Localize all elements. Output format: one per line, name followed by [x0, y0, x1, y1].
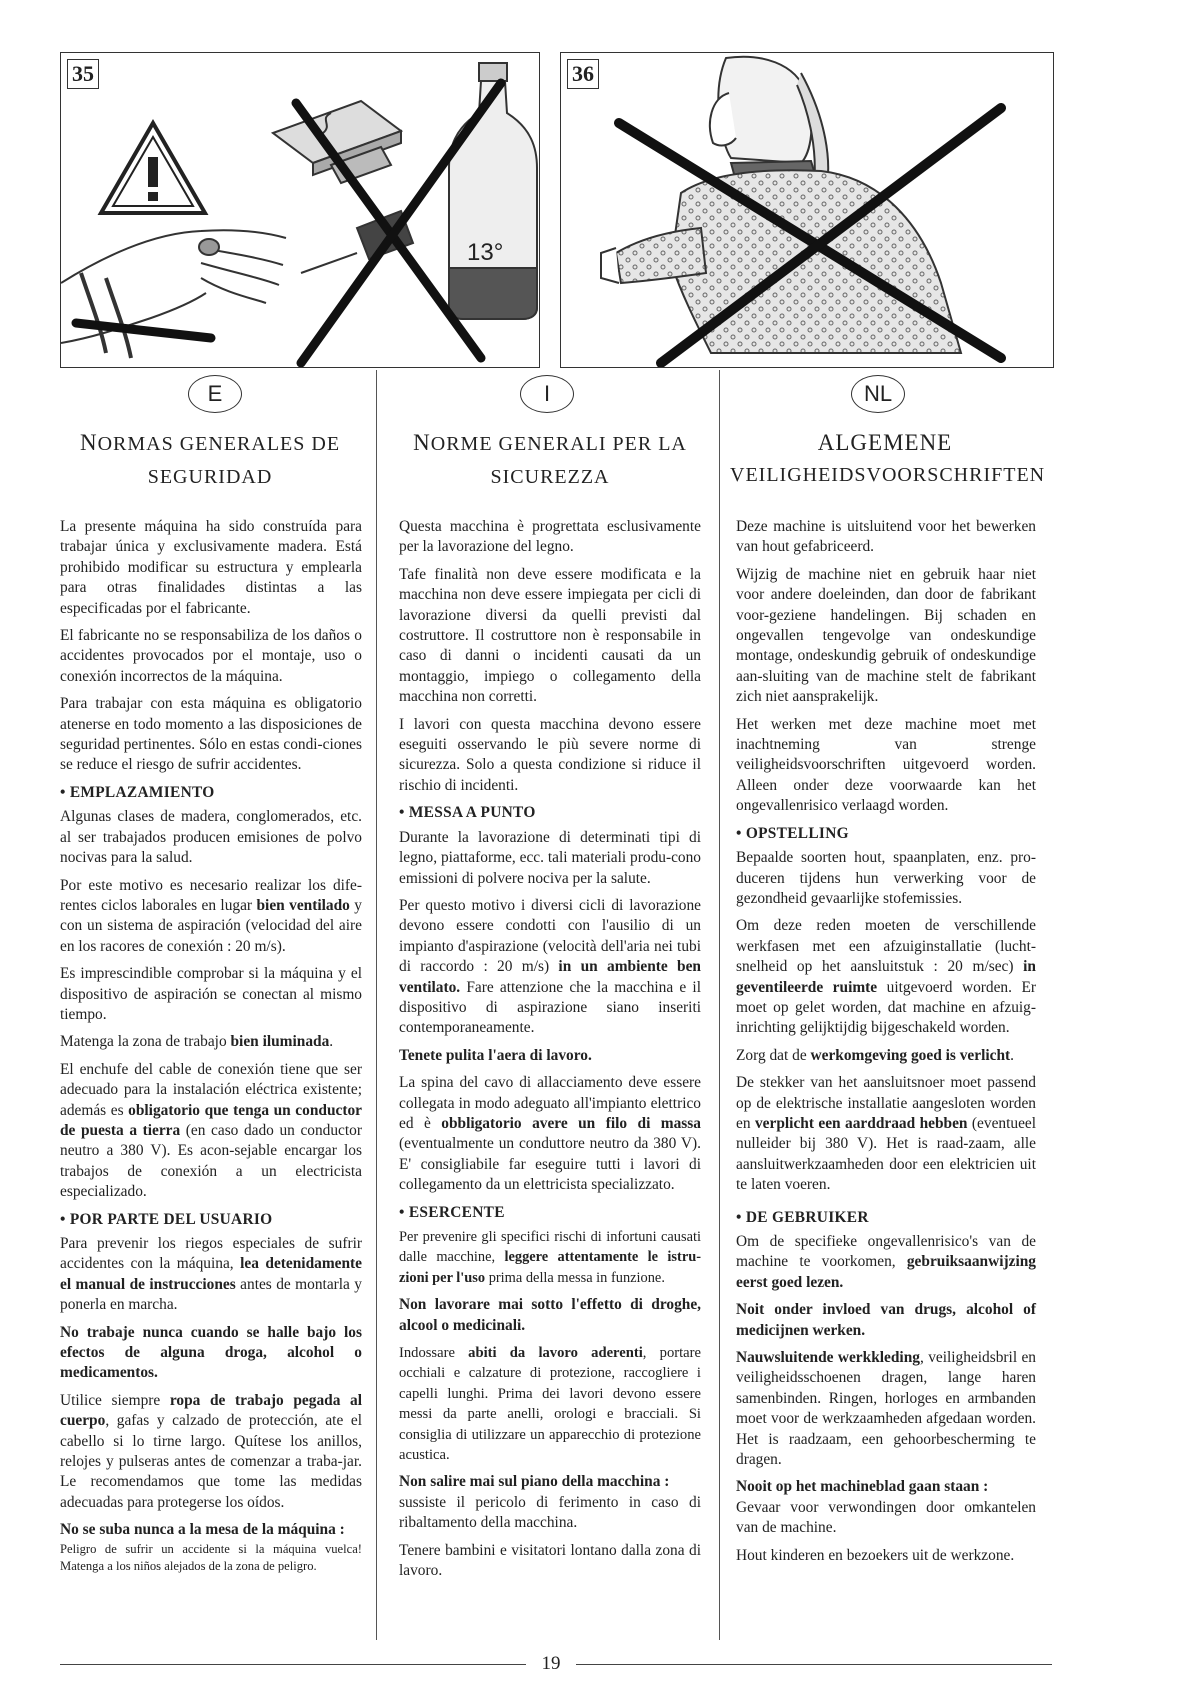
paragraph: Nooit op het machineblad gaan staan : [736, 1478, 989, 1496]
paragraph: El fabricante no se responsabiliza de los daños o accidentes provocados por el montaje, uso o conexión incorrectos de la máquina. [60, 627, 362, 685]
column-dutch [736, 517, 1036, 1573]
paragraph: Hout kinderen en bezoekers uit de werkzone. [736, 1546, 1015, 1564]
title-italian-line2: SICUREZZA [490, 466, 610, 488]
paragraph: Durante la lavorazione di determinati tipi di legno, piattaforme, ecc. tali materiali produ-cono emissioni di polvere nociva per la salute. [399, 828, 701, 887]
paragraph: El enchufe del cable de conexión tiene que ser adecuado para la instalación eléctrica existente; además es obligatorio que tenga un conductor de puesta a tierra (en caso dado un conductor neutro a 380 V). Es acon-sejable encargar los trabajos de conexión a un electricista especializado. [60, 1060, 362, 1201]
title-italian-initial: N [413, 430, 431, 455]
column-spanish [60, 517, 362, 1582]
title-dutch-line1: ALGEMENE [817, 430, 953, 455]
paragraph: Para prevenir los riegos especiales de sufrir accidentes con la máquina, lea detenidamente el manual de instrucciones antes de montarla y ponerla en marcha. [60, 1235, 362, 1314]
paragraph: Per prevenire gli specifici rischi di infortuni causati dalle macchine, leggere attentamente le istru-zioni per l'uso prima della messa in funzione. [399, 1229, 702, 1286]
subheading: • ESERCENTE [399, 1203, 505, 1221]
paragraph: Peligro de sufrir un accidente si la máquina vuelca! Matenga a los niños alejados de la zona de peligro. [60, 1541, 362, 1573]
figure-35 [60, 52, 540, 368]
subheading: • OPSTELLING [736, 824, 849, 842]
title-spanish-initial: N [79, 430, 98, 455]
paragraph: Deze machine is uitsluitend voor het bewerken van hout gefabriceerd. [736, 518, 1036, 556]
paragraph: Bepaalde soorten hout, spaanplaten, enz. pro-duceren tijdens hun verwerking voor de gezondheid gevaarlijke stofemissies. [736, 849, 1036, 907]
hand-with-jewelry-icon [61, 230, 286, 358]
paragraph: Matenga la zona de trabajo bien iluminada. [60, 1033, 334, 1051]
language-badge-spanish: E [188, 375, 242, 413]
paragraph: Non lavorare mai sotto l'effetto di droghe, alcool o medicinali. [399, 1296, 701, 1334]
footer-rule-left [60, 1664, 526, 1665]
paragraph: Om deze reden moeten de verschillende werkfasen met een afzuiginstallatie (lucht-snelheid op het aansluitstuk : 20 m/sec) in geventileerde ruimte uitgevoerd worden. Er moet op gelet worden, dat machine en afzuig-inrichting gelijktijdig bijgeschakeld worden. [736, 917, 1036, 1037]
paragraph: Es imprescindible comprobar si la máquina y el dispositivo de aspiración se conectan al mismo tiempo. [60, 965, 362, 1023]
footer-rule-right [576, 1664, 1052, 1665]
column-divider-left [376, 370, 377, 1640]
page-number: 19 [541, 1653, 561, 1674]
paragraph: Utilice siempre ropa de trabajo pegada al cuerpo, gafas y calzado de protección, ate el cabello si lo tirne largo. Quítese los anillos, relojes y pulseras antes de comenzar a traba-jar. Le recomendamos que tome las medidas adecuadas para protegerse los oídos. [60, 1391, 362, 1511]
paragraph: Zorg dat de werkomgeving goed is verlicht. [736, 1046, 1014, 1064]
paragraph: Tenete pulita l'aera di lavoro. [399, 1046, 592, 1064]
section-title-dutch [730, 426, 1046, 492]
person-loose-clothing-icon [601, 57, 961, 353]
column-italian [399, 517, 701, 1589]
subheading: • MESSA A PUNTO [399, 804, 536, 822]
subheading: • DE GEBRUIKER [736, 1208, 869, 1226]
language-badge-dutch: NL [851, 375, 905, 413]
title-dutch-line2: VEILIGHEIDSVOORSCHRIFTEN [730, 464, 1046, 486]
subheading: • EMPLAZAMIENTO [60, 783, 215, 801]
column-divider-right [719, 370, 720, 1640]
page-footer [0, 1654, 1114, 1674]
paragraph: Om de specifieke ongevallenrisico's van de machine te voorkomen, gebruiksaanwijzing eerst goed lezen. [736, 1233, 1036, 1291]
paragraph: Por este motivo es necesario realizar los dife-rentes ciclos laborales en lugar bien ventilado y con un sistema de aspiración (velocidad del aire en los racores de conexión : 20 m/s). [60, 876, 362, 955]
paragraph: Non salire mai sul piano della macchina : [399, 1473, 670, 1491]
paragraph: No se suba nunca a la mesa de la máquina : [60, 1521, 345, 1539]
paragraph: No trabaje nunca cuando se halle bajo los efectos de alguna droga, alcohol o medicamentos. [60, 1323, 362, 1382]
paragraph: Questa macchina è progrettata esclusivamente per la lavorazione del legno. [399, 518, 701, 556]
paragraph: Tenere bambini e visitatori lontano dalla zona di lavoro. [399, 1541, 701, 1580]
paragraph: Noit onder invloed van drugs, alcohol of medicijnen werken. [736, 1301, 1036, 1339]
subheading: • POR PARTE DEL USUARIO [60, 1210, 273, 1228]
title-italian-line1: ORME GENERALI PER LA [430, 433, 687, 455]
paragraph: Wijzig de machine niet en gebruik haar niet voor andere doeleinden, dan door de fabrikant voor-geziene handelingen. Bij schaden en ongevallen tengevolge van ondeskundige montage, ondeskundig gebruik of ondeskundige aan-sluiting van de machine stelt de fabrikant zich niet aansprakelijk. [736, 565, 1036, 706]
figure-35-illustration [61, 53, 539, 367]
figure-35-number: 35 [67, 59, 99, 89]
title-spanish-line2: SEGURIDAD [147, 466, 273, 488]
paragraph: La presente máquina ha sido construída para trabajar única y exclusivamente madera. Está prohibido modificar su estructura y emplearla para otras finalidades distintas a las especificadas por el fabricante. [60, 518, 362, 617]
title-spanish-line1: ORMAS GENERALES DE [97, 433, 341, 455]
section-title-italian [395, 426, 705, 494]
paragraph: sussiste il pericolo di ferimento in caso di ribaltamento della macchina. [399, 1493, 701, 1532]
section-title-spanish [60, 426, 360, 494]
paragraph: Algunas clases de madera, conglomerados, etc. al ser trabajados producen emisiones de polvo nocivas para la salud. [60, 808, 362, 867]
paragraph: De stekker van het aansluitsnoer moet passend op de elektrische installatie aangesloten worden en verplicht een aarddraad hebben (eventueel nulleider bij 380 V). Het is raad-zaam, alle aansluitwerkzaamheden door een elektricien uit te laten voeren. [736, 1074, 1037, 1194]
figure-36-number: 36 [567, 59, 599, 89]
figure-36-illustration [561, 53, 1053, 367]
paragraph: La spina del cavo di allacciamento deve essere collegata in modo adeguato all'impianto elettrico ed è obbligatorio avere un filo di massa (eventualmente un conduttore neutro da 380 V). E' consigliabile far eseguire tutti i lavori di collegamento da un elettricista specializzato. [399, 1074, 701, 1194]
paragraph: Gevaar voor verwondingen door omkantelen van de machine. [736, 1498, 1036, 1537]
paragraph: Para trabajar con esta máquina es obligatorio atenerse en todo momento a las disposiciones de seguridad pertinentes. Sólo en estas condi-ciones se reduce el riesgo de sufrir accidentes. [60, 695, 362, 774]
paragraph: Indossare abiti da lavoro aderenti, portare occhiali e calzature di protezione, raccogliere i capelli lunghi. Prima dei lavori devono essere messi da parte anelli, orologi e bracciali. Si consiglia di utilizzare un apparecchio di protezione acustica. [399, 1345, 701, 1464]
figure-36 [560, 52, 1054, 368]
paragraph: Nauwsluitende werkkleding, veiligheidsbril en veiligheidsschoenen dragen, lange haren samenbinden. Ringen, horloges en armbanden moet voor de werkzaamheden afgedaan worden. Het is raadzaam, een gehoorbescherming te dragen. [736, 1349, 1036, 1469]
paragraph: Per questo motivo i diversi cicli di lavorazione devono essere condotti con l'ausilio di un impianto d'aspirazione (velocità dell'aria nei tubi di raccordo : 20 m/s) in un ambiente ben ventilato. Fare attenzione che la macchina e il dispositivo di aspirazione siano inseriti contemporaneamente. [399, 896, 701, 1037]
paragraph: Tafe finalità non deve essere modificata e la macchina non deve essere impiegata per cicli di lavorazione diversi da quelli previsti dal costruttore. Il costruttore non è responsabile in caso di danni o incidenti causati da un montaggio, impiego o collegamento della macchina non corretti. [399, 565, 701, 706]
language-badge-italian: I [520, 375, 574, 413]
pill-box-icon [273, 101, 401, 183]
warning-triangle-icon [101, 123, 205, 213]
bottle-label: 13° [467, 239, 504, 266]
paragraph: Het werken met deze machine moet met inachtneming van strenge veiligheidsvoorschriften uitgevoerd worden. Alleen onder deze voorwaarde kan het ongevallenrisico verlaagd worden. [736, 715, 1036, 815]
paragraph: I lavori con questa macchina devono essere eseguiti osservando le più severe norme di sicurezza. Solo a questa condizione si riduce il rischio di incidenti. [399, 715, 701, 794]
